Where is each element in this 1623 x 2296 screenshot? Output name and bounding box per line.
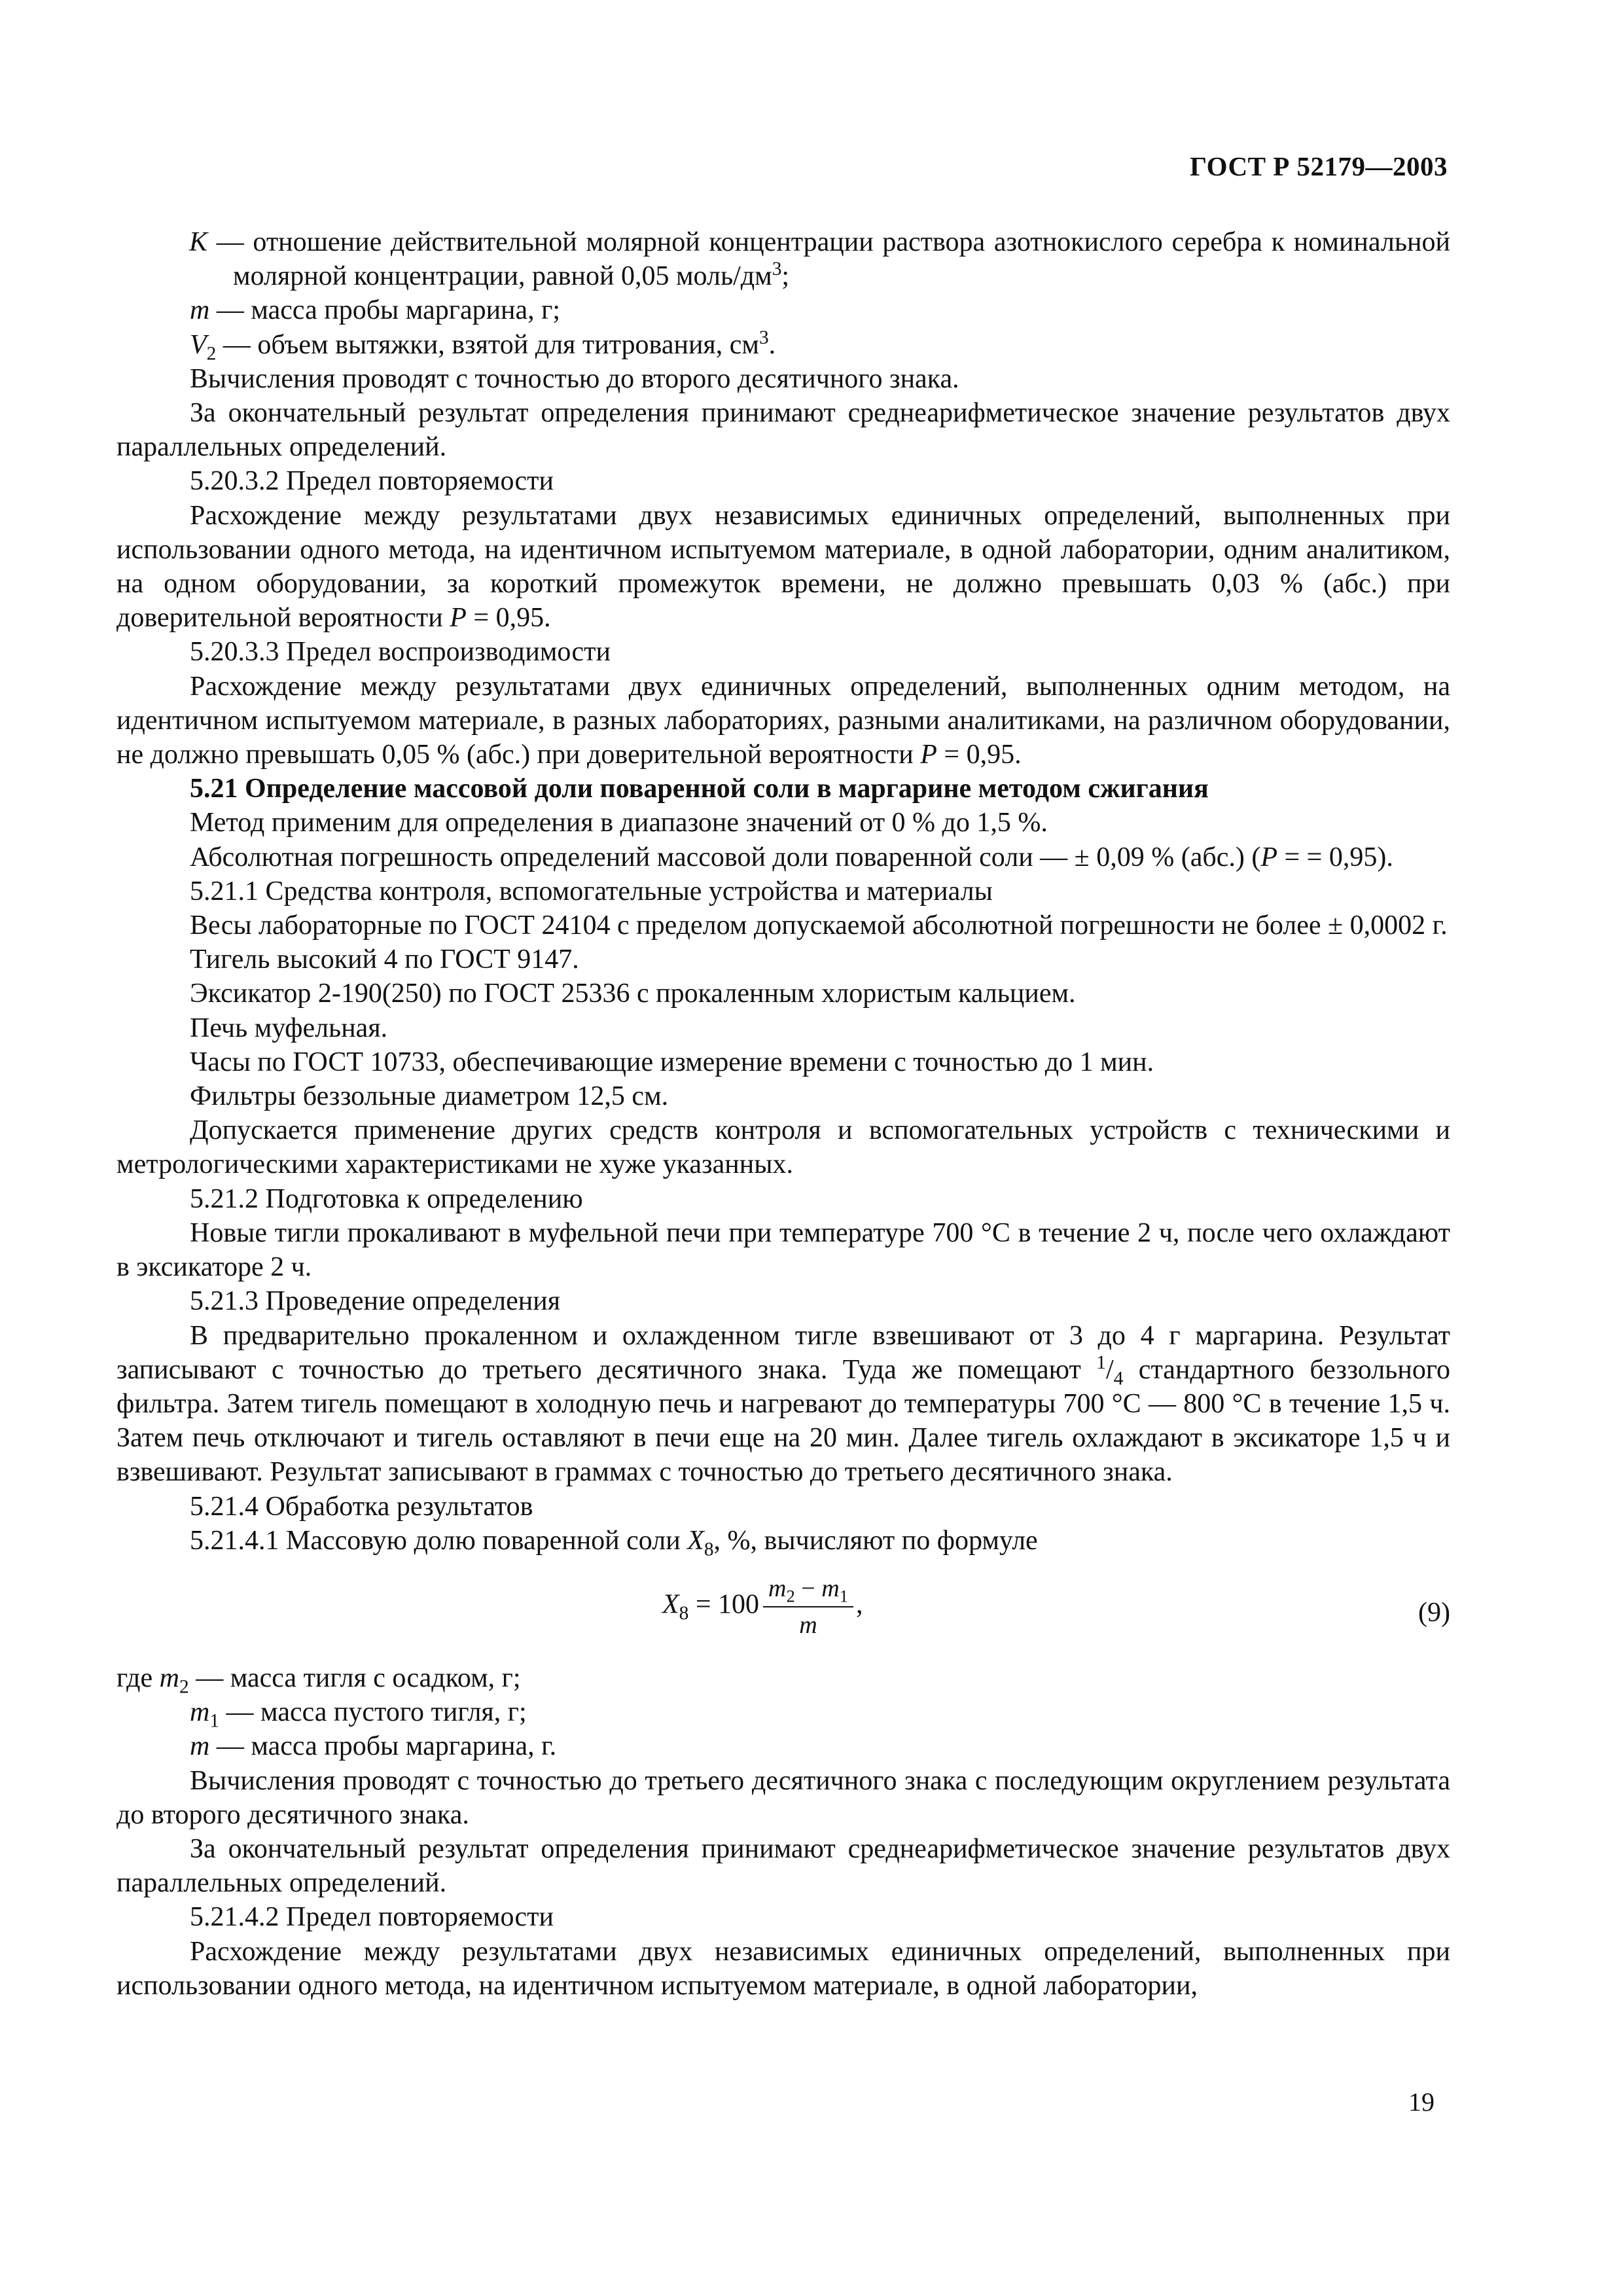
paragraph-clock: Часы по ГОСТ 10733, обеспечивающие измерение времени с точностью до 1 мин. bbox=[190, 1047, 1154, 1077]
formula-denominator: m bbox=[799, 1611, 817, 1639]
definition-k: K — отношение действительной молярной концентрации раствора азотнокислого серебра к номинальной молярной концентрации, равной 0,05 моль/$дм^3$; bbox=[189, 227, 1450, 292]
paragraph-preparation: Новые тигли прокаливают в муфельной печи при температуре 700 °С в течение 2 ч, после чего охлаждают в эксикаторе 2 ч. bbox=[116, 1217, 1450, 1283]
paragraph-reproducibility: Расхождение между результатами двух единичных определений, выполненных одним методом, на идентичном испытуемом материале, в разных лабораториях, разными аналитиками, на различном оборудовании, не должно превышать 0,05 % (абс.) при доверительной вероятности P = 0,95. bbox=[116, 671, 1450, 770]
formula-9 bbox=[116, 1567, 1450, 1649]
page-body bbox=[116, 225, 1450, 2003]
paragraph-allowed-equipment: Допускается применение других средств контроля и вспомогательных устройств с техническими и метрологическими характеристиками не хуже указанных. bbox=[116, 1115, 1450, 1180]
paragraph-filters: Фильтры беззольные диаметром 12,5 см. bbox=[190, 1081, 669, 1112]
definition-m-bottom: m — масса пробы маргарина, г. bbox=[190, 1731, 557, 1762]
section-heading-5-21-3: 5.21.3 Проведение определения bbox=[190, 1286, 561, 1317]
paragraph-repeatability: Расхождение между результатами двух независимых единичных определений, выполненных при использовании одного метода, на идентичном испытуемом материале, в одной лаборатории, одним аналитиком, на одном оборудовании, за короткий промежуток времени, не должно превышать 0,03 % (абс.) при доверительной вероятности P = 0,95. bbox=[116, 500, 1450, 634]
paragraph-calc-precision: Вычисления проводят с точностью до второго десятичного знака. bbox=[190, 363, 959, 394]
equation-number: (9) bbox=[1418, 1597, 1450, 1628]
section-heading-5-21-4-1: 5.21.4.1 Массовую долю поваренной соли $X_8$, %, вычисляют по формуле bbox=[190, 1525, 1038, 1560]
definition-v2: $V_2$ — объем вытяжки, взятой для титрования, $см^3$. bbox=[190, 327, 776, 364]
paragraph-absolute-error: Абсолютная погрешность определений массовой доли поваренной соли — ± 0,09 % (абс.) (P = = 0,95). bbox=[190, 842, 1393, 872]
paragraph-scales: Весы лабораторные по ГОСТ 24104 с пределом допускаемой абсолютной погрешности не более ± 0,0002 г. bbox=[190, 910, 1448, 941]
paragraph-procedure: В предварительно прокаленном и охлажденном тигле взвешивают от 3 до 4 г маргарина. Результат записывают с точностью до третьего десятичного знака. Туда же помещают $^1/_4$ стандартного беззольного фильтра. Затем тигель помещают в холодную печь и нагревают до температуры 700 °С — 800 °С в течение 1,5 ч. Затем печь отключают и тигель оставляют в печи еще на 20 мин. Далее тигель охлаждают в эксикаторе 1,5 ч и взвешивают. Результат записывают в граммах с точностью до третьего десятичного знака. bbox=[116, 1320, 1450, 1488]
formula-fraction bbox=[763, 1573, 853, 1640]
paragraph-crucible: Тигель высокий 4 по ГОСТ 9147. bbox=[190, 944, 579, 975]
section-heading-5-21-1: 5.21.1 Средства контроля, вспомогательные устройства и материалы bbox=[190, 876, 993, 906]
section-heading-5-21-4-2: 5.21.4.2 Предел повторяемости bbox=[190, 1902, 554, 1933]
definition-m: m — масса пробы маргарина, г; bbox=[190, 295, 561, 326]
paragraph-furnace: Печь муфельная. bbox=[190, 1013, 388, 1043]
paragraph-final-result: За окончательный результат определения принимают среднеарифметическое значение результатов двух параллельных определений. bbox=[116, 398, 1450, 463]
page-number: 19 bbox=[1408, 2087, 1435, 2117]
section-heading-5-21-2: 5.21.2 Подготовка к определению bbox=[190, 1183, 583, 1214]
paragraph-final-result-2: За окончательный результат определения принимают среднеарифметическое значение результатов двух параллельных определений. bbox=[116, 1833, 1450, 1899]
section-heading-5-21-4: 5.21.4 Обработка результатов bbox=[190, 1491, 533, 1522]
section-heading-5-20-3-3: 5.20.3.3 Предел воспроизводимости bbox=[190, 637, 611, 668]
formula-expression: $X_8 = 100$ $\frac{m_2 - m_1}{m}$ , bbox=[662, 1574, 863, 1639]
paragraph-method-range: Метод применим для определения в диапазоне значений от 0 % до 1,5 %. bbox=[190, 808, 1048, 838]
paragraph-calc-rounding: Вычисления проводят с точностью до третьего десятичного знака с последующим округлением результата до второго десятичного знака. bbox=[116, 1765, 1450, 1830]
definition-m2: где $m_2$ — масса тигля с осадком, г; bbox=[116, 1662, 521, 1698]
section-heading-5-21: 5.21 Определение массовой доли поваренной соли в маргарине методом сжигания bbox=[190, 774, 1209, 804]
paragraph-desiccator: Эксикатор 2-190(250) по ГОСТ 25336 с прокаленным хлористым кальцием. bbox=[190, 978, 1076, 1009]
paragraph-repeatability-2: Расхождение между результатами двух независимых единичных определений, выполненных при использовании одного метода, на идентичном испытуемом материале, в одной лаборатории, bbox=[116, 1936, 1450, 2001]
definition-m1: $m_1$ — масса пустого тигля, г; bbox=[190, 1697, 527, 1732]
document-code-header: ГОСТ Р 52179—2003 bbox=[1190, 151, 1448, 181]
section-heading-5-20-3-2: 5.20.3.2 Предел повторяемости bbox=[190, 466, 554, 497]
formula-numerator: $m_2 - m_1$ bbox=[763, 1573, 853, 1607]
